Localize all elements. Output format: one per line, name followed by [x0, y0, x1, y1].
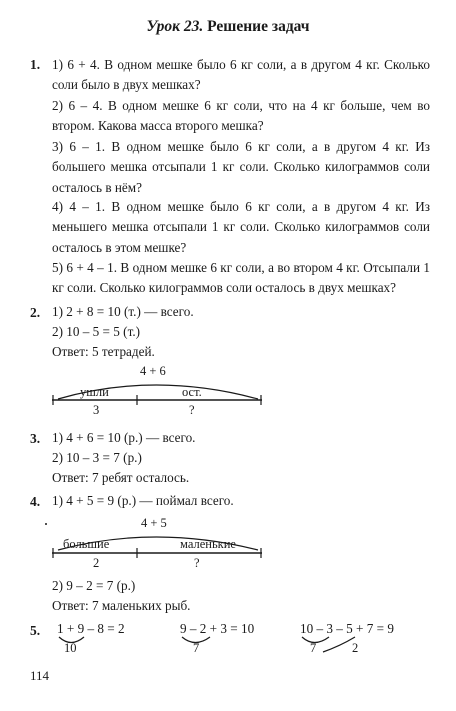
task-3-answer: Ответ: 7 ребят осталось.: [52, 470, 190, 485]
task-2-left-label: ушли: [80, 385, 109, 399]
task-2-right-value: ?: [189, 403, 195, 417]
task-1-item-3: 3) 6 – 1. В одном мешке было 6 кг соли, а в другом 4 кг. Из большего мешка отсыпали 1 кг соли. Сколько килограммов соли осталось в нём?: [52, 139, 430, 195]
task-4-step-1: 1) 4 + 5 = 9 (р.) — поймал всего.: [52, 493, 234, 508]
task-4-left-value: 2: [93, 556, 100, 570]
task-1-item-1: 1) 6 + 4. В одном мешке было 6 кг соли, а в другом 4 кг. Сколько соли было в двух мешках?: [52, 57, 430, 93]
task-5-expression-3: 10 – 3 – 5 + 7 = 9: [300, 621, 394, 636]
task-1-item-4: 4) 4 – 1. В одном мешке было 6 кг соли, а в другом 4 кг. Из меньшего мешка отсыпали 1 кг соли. Сколько килограммов соли осталось в этом мешке?: [52, 199, 430, 255]
task-2-step-2: 2) 10 – 5 = 5 (т.): [52, 324, 141, 339]
task-5-arc-4: [323, 637, 355, 652]
task-3-number: 3.: [30, 431, 41, 446]
task-3-step-1: 1) 4 + 6 = 10 (р.) — всего.: [52, 430, 196, 445]
task-2-total-label: 4 + 6: [140, 364, 166, 378]
task-5-expression-1: 1 + 9 – 8 = 2: [57, 621, 125, 636]
task-2-right-label: ост.: [182, 385, 202, 399]
task-5-expression-1-partial: 10: [64, 641, 77, 655]
page-number: 114: [30, 668, 50, 683]
task-5-number: 5.: [30, 623, 41, 638]
task-2-number: 2.: [30, 305, 41, 320]
task-4-total-label: 4 + 5: [141, 516, 167, 530]
task-5-expression-3-partial-2: 2: [352, 641, 359, 655]
task-1-item-2: 2) 6 – 4. В одном мешке 6 кг соли, что на 4 кг больше, чем во втором. Какова масса второго мешка?: [52, 98, 430, 134]
task-2-left-value: 3: [93, 403, 100, 417]
task-5-expression-2-partial: 7: [193, 641, 200, 655]
task-2-step-1: 1) 2 + 8 = 10 (т.) — всего.: [52, 304, 194, 319]
page-title: Урок 23. Решение задач: [146, 18, 310, 35]
task-4-number: 4.: [30, 494, 41, 509]
task-4-right-label: маленькие: [180, 537, 236, 551]
task-2-answer: Ответ: 5 тетрадей.: [52, 344, 155, 359]
task-3-step-2: 2) 10 – 3 = 7 (р.): [52, 450, 142, 465]
task-5-expression-3-partial-1: 7: [310, 641, 317, 655]
task-1-number: 1.: [30, 57, 41, 72]
task-4-left-label: большие: [63, 537, 110, 551]
task-1-item-5: 5) 6 + 4 – 1. В одном мешке 6 кг соли, а во втором 4 кг. Отсыпали 1 кг соли. Сколько килограммов соли осталось в двух мешках?: [52, 260, 430, 296]
task-5-expression-2: 9 – 2 + 3 = 10: [180, 621, 255, 636]
task-4-right-value: ?: [194, 556, 200, 570]
task-4-answer: Ответ: 7 маленьких рыб.: [52, 598, 191, 613]
task-4-step-2: 2) 9 – 2 = 7 (р.): [52, 578, 136, 593]
stray-dot: [45, 523, 47, 525]
